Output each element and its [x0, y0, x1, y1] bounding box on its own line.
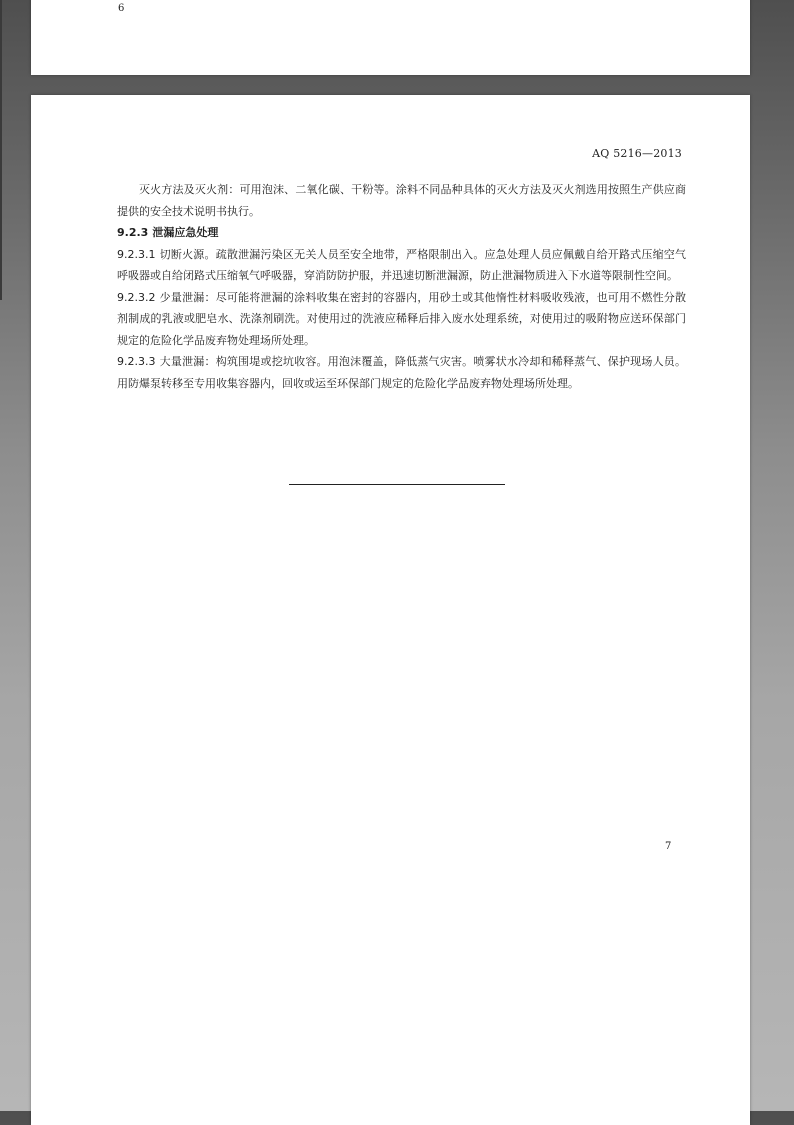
page-number: 7 [665, 841, 672, 852]
section-number: 9.2.3 [117, 226, 149, 239]
previous-page-number: 6 [118, 3, 125, 14]
current-page [31, 95, 750, 1125]
paragraph-text: 大量泄漏：构筑围堤或挖坑收容。用泡沫覆盖，降低蒸气灾害。喷雾状水冷却和稀释蒸气、保护现场人员。用防爆泵转移至专用收集容器内，回收或运至环保部门规定的危险化学品废弃物处理场所处理。 [117, 355, 686, 390]
page-body [117, 179, 686, 394]
paragraph-fire-fighting [117, 179, 686, 222]
paragraph-text: 灭火方法及灭火剂：可用泡沫、二氧化碳、干粉等。涂料不同品种具体的灭火方法及灭火剂选用按照生产供应商提供的安全技术说明书执行。 [117, 183, 686, 218]
standard-code-header: AQ 5216—2013 [592, 147, 682, 160]
paragraph-text: 少量泄漏：尽可能将泄漏的涂料收集在密封的容器内，用砂土或其他惰性材料吸收残液，也可用不燃性分散剂制成的乳液或肥皂水、洗涤剂刷洗。对使用过的洗液应稀释后排入废水处理系统，对使用过的吸附物应送环保部门规定的危险化学品废弃物处理场所处理。 [117, 290, 686, 347]
previous-page [31, 0, 750, 75]
paragraph-9-2-3-3 [117, 351, 686, 394]
clause-number: 9.2.3.2 [117, 290, 156, 304]
clause-number: 9.2.3.3 [117, 355, 156, 368]
paragraph-9-2-3-1 [117, 244, 686, 287]
section-title: 泄漏应急处理 [152, 226, 219, 239]
clause-number: 9.2.3.1 [117, 247, 156, 261]
viewer-edge [0, 0, 2, 300]
section-heading-9-2-3 [117, 222, 686, 244]
paragraph-text: 切断火源。疏散泄漏污染区无关人员至安全地带，严格限制出入。应急处理人员应佩戴自给开路式压缩空气呼吸器或自给闭路式压缩氧气呼吸器，穿消防防护服，并迅速切断泄漏源，防止泄漏物质进入下水道等限制性空间。 [117, 247, 686, 282]
end-of-document-rule [289, 484, 505, 485]
paragraph-9-2-3-2 [117, 287, 686, 352]
